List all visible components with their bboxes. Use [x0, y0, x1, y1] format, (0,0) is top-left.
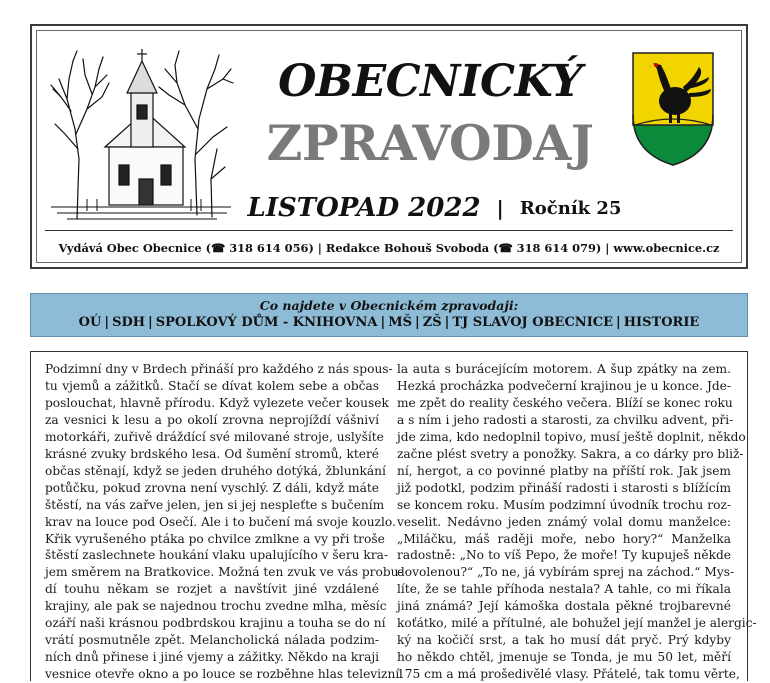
text-line: ký na kočičí srst, a tak ho musí dát pryč. Prý kdyby — [397, 633, 731, 648]
text-line: ozáří naši krásnou podbrdskou krajinu a touha se do ní — [45, 616, 386, 631]
article-column-left — [45, 361, 403, 683]
issue-date: LISTOPAD 2022 — [247, 193, 481, 223]
section-separator: | — [444, 315, 450, 330]
text-line: ní, hergot, a co povinné platby na příští rok. Jak jsem — [397, 463, 731, 478]
text-line: začne plést svetry a ponožky. Sakra, a co dárky pro bliž- — [397, 446, 744, 461]
text-line: krajiny, ale pak se najednou trochu zvedne mlha, měsíc — [45, 599, 387, 614]
section-link-historie[interactable]: HISTORIE — [623, 315, 700, 330]
text-line: občas stěnají, když se jeden druhého dotýká, žblunkání — [45, 463, 386, 478]
text-line: „Miláčku, máš raději moře, nebo hory?“ Manželka — [397, 531, 731, 546]
newsletter-title-line2: ZPRAVODAJ — [266, 114, 594, 172]
masthead-frame — [36, 30, 742, 263]
church-illustration — [47, 39, 235, 225]
section-link-ou[interactable]: OÚ — [78, 315, 102, 330]
section-link-spolkovy-dum[interactable]: SPOLKOVÝ DŮM - KNIHOVNA — [155, 315, 378, 330]
text-line: jde zima, kdo nedoplnil topivo, musí ještě doplnit, někdo — [397, 429, 746, 444]
text-line: štěstí, na vás zařve jelen, jen si jej nespleťte s bučením — [45, 497, 385, 512]
contents-title: Co najdete v Obecnickém zpravodaji: — [259, 298, 519, 313]
text-line: se koncem roku. Musím podzimní úvodník trochu roz- — [397, 497, 731, 512]
newsletter-title-line1: OBECNICKÝ — [278, 56, 582, 107]
section-link-sdh[interactable]: SDH — [112, 315, 146, 330]
masthead — [30, 24, 748, 269]
section-link-zs[interactable]: ZŠ — [422, 315, 442, 330]
text-line: radostně: „No to víš Pepo, že moře! Ty kupuješ někde — [397, 548, 731, 563]
section-separator: | — [616, 315, 621, 330]
text-line: veselit. Nedávno jeden známý volal domu manželce: — [397, 514, 731, 529]
contents-banner — [30, 293, 748, 337]
section-link-ms[interactable]: MŠ — [388, 315, 412, 330]
issue-row — [237, 193, 632, 223]
text-line: potůčku, pokud zrovna není vyschlý. Z dáli, když máte — [45, 480, 379, 495]
text-line: a s ním i jeho radosti a starosti, za chvilku advent, při- — [397, 412, 734, 427]
text-line: tu vjemů a zážitků. Stačí se dívat kolem sebe a občas — [45, 378, 379, 393]
masthead-divider — [45, 230, 733, 231]
text-line: dí touhu někam se rozjet a navštívit jiné vzdálené — [45, 582, 379, 597]
section-link-tj-slavoj[interactable]: TJ SLAVOJ OBECNICE — [452, 315, 614, 330]
text-line: jem směrem na Bratkovice. Možná ten zvuk ve vás probu- — [45, 565, 403, 580]
text-line: jiná známá? Její kámoška dostala pěkné trojbarevné — [397, 599, 731, 614]
section-separator: | — [148, 315, 153, 330]
text-line: dovolenou?“ „To ne, já vybírám sprej na záchod.“ Mys- — [397, 565, 735, 580]
text-line: Hezká procházka podvečerní krajinou je u konce. Jde- — [397, 378, 731, 393]
editorial-article — [30, 351, 757, 682]
coat-of-arms-capercaillie — [629, 49, 717, 167]
text-line: 175 cm a má prošedivělé vlasy. Přátelé, tak tomu věrte, — [397, 667, 740, 682]
text-line: motorkáři, zuřivě dráždící své milované stroje, uslyšíte — [45, 429, 384, 444]
section-separator: | — [104, 315, 110, 330]
text-line: Křik vyrušeného ptáka po chvilce zmlkne a vy při troše — [45, 531, 385, 546]
text-line: za vesnici k lesu a po okolí zrovna neprojíždí vášniví — [45, 412, 379, 427]
text-line: ho někdo chtěl, jmenuje se Tonda, je mu 50 let, měří — [397, 650, 731, 665]
text-line: již podotkl, podzim přináší radosti i starosti s blížícím — [397, 480, 731, 495]
contents-section-list — [31, 314, 747, 332]
text-line: štěstí zaslechnete houkání vlaku upalujícího v šeru kra- — [45, 548, 389, 563]
text-line: krav na louce pod Osečí. Ale i to bučení má svoje kouzlo. — [45, 514, 396, 529]
text-line: la auta s burácejícím motorem. A šup zpátky na zem. — [397, 362, 731, 376]
text-line: me zpět do reality českého večera. Blíží se konec roku — [397, 395, 733, 410]
section-separator: | — [380, 315, 386, 330]
publisher-info: Vydává Obec Obecnice (☎ 318 614 056) | Redakce Bohouš Svoboda (☎ 318 614 079) | www.obecnice.cz — [58, 241, 720, 255]
issue-volume: Ročník 25 — [519, 197, 622, 219]
text-line: koťátko, milé a přítulné, ale bohužel její manžel je alergic- — [397, 616, 757, 631]
article-column-right — [397, 361, 757, 683]
text-line: líte, že se tahle příhoda nestala? A tahle, co mi říkala — [397, 582, 731, 597]
text-line: Podzimní dny v Brdech přináší pro každého z nás spous- — [45, 362, 393, 376]
text-line: vesnice otevře okno a po louce se rozběhne hlas televizní — [45, 667, 400, 682]
issue-separator: | — [496, 196, 504, 220]
text-line: ních dnů přinese i jiné vjemy a zážitky. Někdo na kraji — [45, 650, 380, 665]
text-line: poslouchat, hlavně přírodu. Když vylezete večer kousek — [45, 395, 389, 410]
section-separator: | — [415, 315, 420, 330]
text-line: vrátí posmutněle zpět. Melancholická nálada podzim- — [45, 633, 379, 648]
text-line: krásné zvuky brdského lesa. Od šumění stromů, které — [45, 446, 379, 461]
